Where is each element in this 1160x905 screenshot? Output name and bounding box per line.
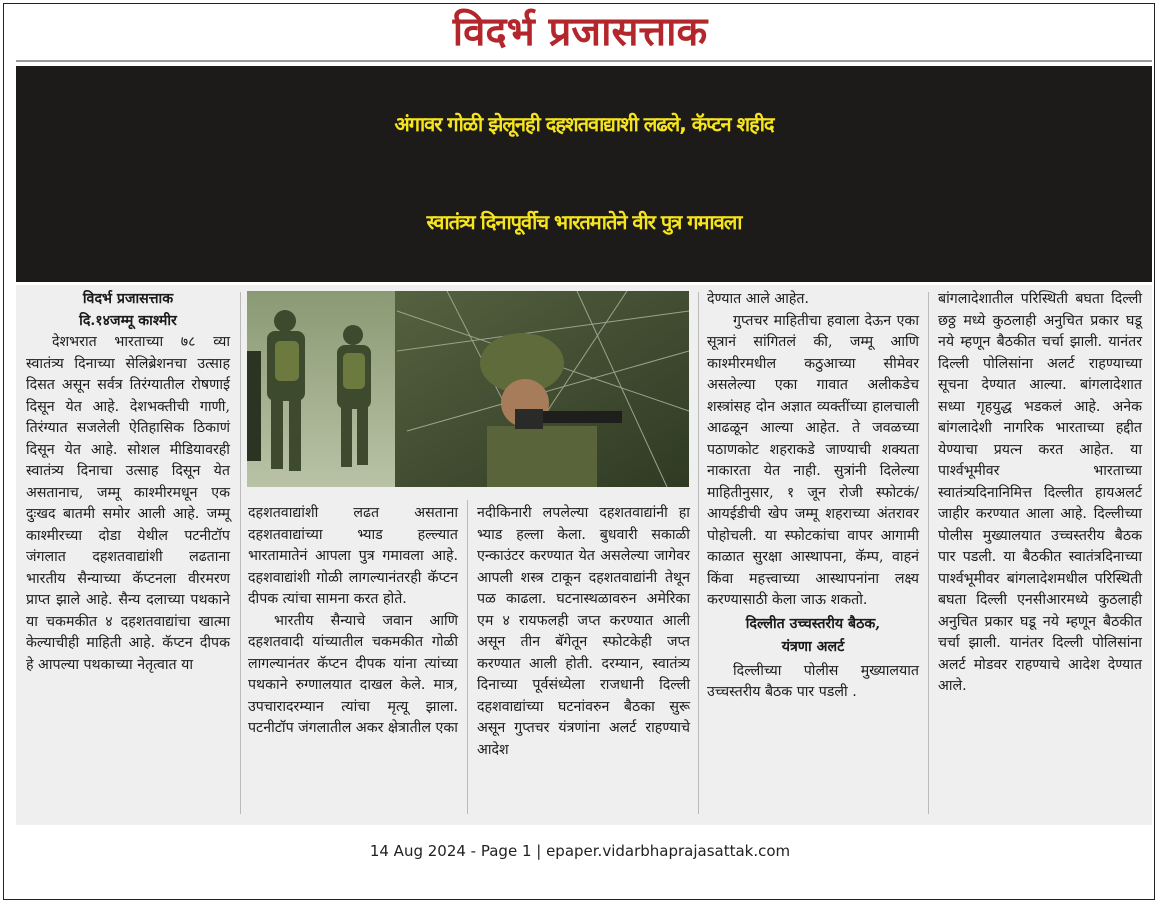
- column-2-paragraph-2: भारतीय सैन्याचे जवान आणि दहशतवादी यांच्यातील चकमकीत गोळी लागल्यानंतर कॅप्टन दीपक यांना त्यांच्या पथकाने रुग्णालयात दाखल केले. मात्र, उपचारादरम्यान त्यांचा मृत्यू झाला. पटनीटॉप जंगलातील अकर क्षेत्रातील एका: [248, 612, 458, 736]
- column-divider: [467, 500, 468, 814]
- column-4-paragraph-3: दिल्लीच्या पोलीस मुख्यालयात उच्चस्तरीय बैठक पार पडली .: [707, 662, 919, 700]
- subheading-line-1: दिल्लीत उच्चस्तरीय बैठक,: [745, 615, 881, 632]
- column-4-paragraph-2: गुप्तचर माहितीचा हवाला देऊन एका सूत्रानं सांगितलं की, जम्मू आणि काश्मीरमधील कठुआच्या सीमेवर असलेल्या एका गावात अलीकडेच शस्त्रांसह दोन अज्ञात व्यक्तींच्या हालचाली आढळून आल्या आहेत. ते जवळच्या पठाणकोट शहराकडे जाण्याची शक्यता नाकारता येत नाही. सुत्रांनी दिलेल्या माहितीनुसार, १ जून रोजी स्फोटकं/ आयईडीची खेप जम्मू शहराच्या अंतरावर पोहोचली. या स्फोटकांचा वापर आगामी काळात सुरक्षा आस्थापना, कॅम्प, वाहनं किंवा महत्त्वाच्या आस्थापनांना लक्ष्य करण्यासाठी केला जाऊ शकतो.: [707, 312, 919, 608]
- column-2-paragraph-1: दहशतवाद्यांशी लढत असताना दहशतवाद्यांच्या भ्याड हल्ल्यात भारतामातेनं आपला पुत्र गमावला आहे. दहशवाद्यांशी गोळी लागल्यानंतरही कॅप्टन दीपक त्यांचा सामना करत होते.: [248, 505, 458, 607]
- article-column-1: [26, 289, 230, 676]
- masthead-title: विदर्भ प्रजासत्ताक: [452, 9, 708, 55]
- article-column-3: [477, 503, 690, 761]
- column-5-paragraph: बांगलादेशातील परिस्थिती बघता दिल्ली छठ्ठ मध्ये कुठलाही अनुचित प्रकार घडू नये म्हणून बैठकीत चर्चा झाली. यानंतर दिल्ली पोलिसांना अलर्ट राहण्याच्या सूचना देण्यात आल्या. बांगलादेशात सध्या गृहयुद्ध भडकलं आहे. अनेक बांगलादेशी नागरिक भारताच्या हद्दीत येण्याचा प्रयत्न करत आहेत. या पार्श्वभूमीवर भारताच्या स्वातंत्र्यदिनानिमित्त दिल्लीत हायअलर्ट जाहीर करण्यात आला आहे. दिल्लीच्या पोलीस मुख्यालयात उच्चस्तरीय बैठक पार पडली. या बैठकीत स्वातंत्रदिनाच्या पार्श्वभूमीवर बांगलादेशमधील परिस्थिती बघता दिल्ली एनसीआरमध्ये कुठलाही अनुचित प्रकार घडू नये म्हणून बैठकीत चर्चा झाली. यानंतर दिल्ली पोलिसांना अलर्ट मोडवर राहण्याचे आदेश देण्यात आले.: [938, 291, 1142, 694]
- subheading-line-2: यंत्रणा अलर्ट: [781, 639, 845, 655]
- headline-line-1: अंगावर गोळी झेलूनही दहशतवाद्याशी लढले, कॅप्टन शहीद: [394, 112, 774, 136]
- soldiers-photo: [247, 291, 689, 487]
- column-divider: [698, 292, 699, 814]
- column-1-paragraph: देशभरात भारताच्या ७८ व्या स्वातंत्र्य दिनाच्या सेलिब्रेशनचा उत्साह दिसत असून सर्वत्र तिरंग्यातील रोषणाई दिसून येत आहे. देशभक्तीची गाणी, तिरंग्यात सजलेली ऐतिहासिक ठिकाणं दिसून येत आहे. सोशल मीडियावरही स्वातंत्र्य दिनाचा उत्साह दिसून येत असतानाच, जम्मू काश्मीरमधून एक दुःखद बातमी समोर आली आहे. जम्मू काश्मीरच्या दोडा येथील पटनीटॉप जंगलात दहशतवाद्यांशी लढताना भारतीय सैन्याच्या कॅप्टनला वीरमरण प्राप्त झाले आहे. सैन्य दलाच्या पथकाने या चकमकीत ४ दहशतवाद्यांचा खात्मा केल्याचीही माहिती आहे. कॅप्टन दीपक हे आपल्या पथकाच्या नेतृत्वात या: [26, 334, 230, 673]
- article-column-4: [707, 289, 919, 704]
- headline-line-2: स्वातंत्र्य दिनापूर्वीच भारतमातेने वीर पुत्र गमावला: [426, 210, 742, 234]
- masthead-rule: [16, 60, 1152, 62]
- soldiers-photo-image: [247, 291, 689, 487]
- headline-banner: [16, 66, 1152, 282]
- column-divider: [240, 292, 241, 814]
- byline-dateline: दि.१४जम्मू काश्मीर: [79, 312, 177, 329]
- byline-paper: विदर्भ प्रजासत्ताक: [82, 291, 174, 307]
- article-column-2: [248, 503, 458, 740]
- column-4-paragraph-1: देण्यात आले आहेत.: [707, 291, 810, 307]
- article-column-5: [938, 289, 1142, 698]
- column-divider: [928, 292, 929, 814]
- column-3-paragraph: नदीकिनारी लपलेल्या दहशतवाद्यांनी हा भ्याड हल्ला केला. बुधवारी सकाळी एन्काउंटर करण्यात येत असलेल्या जागेवर आपली शस्त्र टाकून दहशतवाद्यांनी तेथून पळ काढला. घटनास्थळावरुन अमेरिका एम ४ रायफलही जप्त करण्यात आली असून तीन बॅगेतून स्फोटकेही जप्त करण्यात आली होती. दरम्यान, स्वातंत्र्य दिनाच्या पूर्वसंध्येला राजधानी दिल्ली दहशवाद्यांच्या घटनांवरुन बैठका सुरू असून गुप्तचर यंत्रणांना अलर्ट राहण्याचे आदेश: [477, 505, 690, 758]
- page-footer: 14 Aug 2024 - Page 1 | epaper.vidarbhaprajasattak.com: [369, 842, 791, 860]
